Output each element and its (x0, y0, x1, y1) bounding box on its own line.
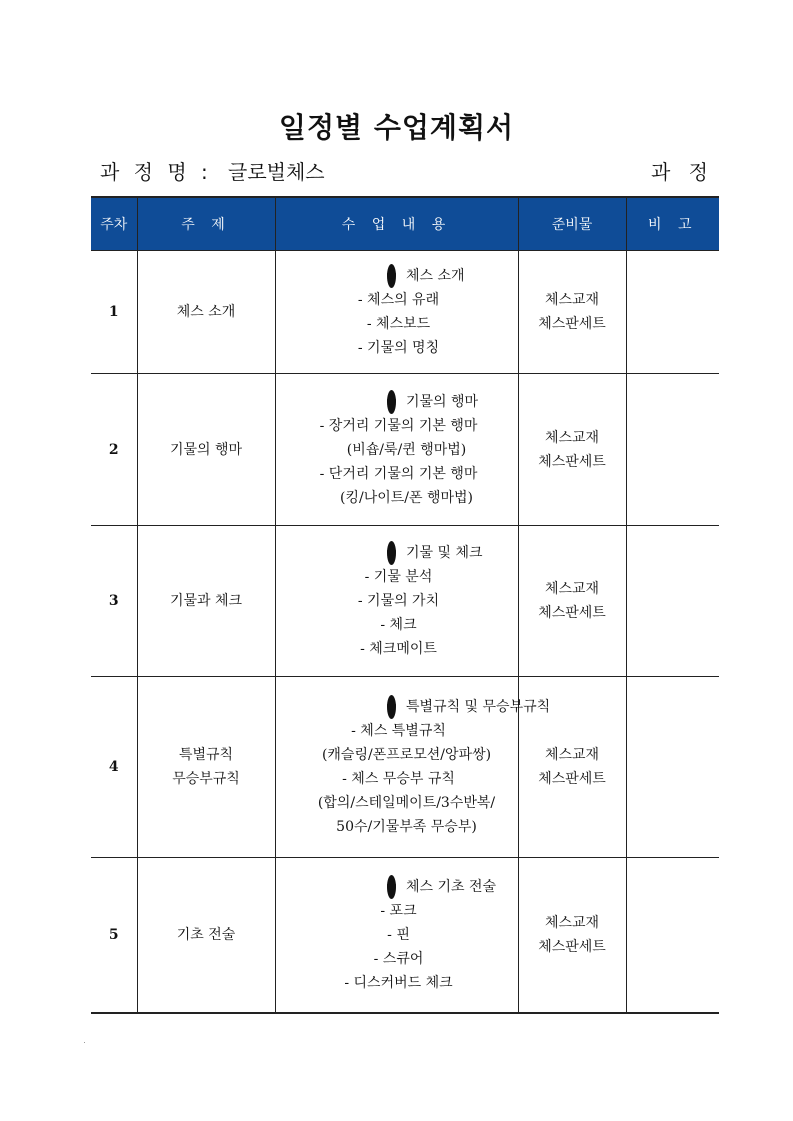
content-item (276, 637, 518, 661)
content-heading (387, 390, 479, 414)
week-number: 1 (91, 251, 137, 374)
content-text: 체스 기초 전술 (406, 878, 497, 895)
content-text: - 체스의 유래 (357, 292, 440, 308)
materials-cell (518, 374, 626, 526)
content-heading (387, 695, 551, 719)
content-cell (275, 251, 518, 374)
topic-cell (137, 677, 275, 858)
header-week: 주차 (91, 197, 137, 251)
materials-line: 체스교재 (544, 914, 600, 931)
content-cell (275, 526, 518, 677)
content-text: (킹/나이트/폰 행마법) (340, 489, 473, 506)
topic-line: 기초 전술 (176, 926, 236, 943)
materials-line: 체스판세트 (538, 453, 606, 470)
bullet-icon (387, 270, 396, 279)
content-text: 50수/기물부족 무승부) (336, 819, 477, 835)
content-item (276, 815, 518, 839)
content-item (276, 743, 518, 767)
content-item (276, 947, 518, 971)
content-heading (387, 541, 483, 565)
table-header-row (91, 197, 719, 251)
materials-line: 체스교재 (544, 292, 600, 308)
content-item (276, 923, 518, 947)
content-text: - 체스보드 (366, 316, 431, 332)
table-row (91, 374, 719, 526)
content-cell (275, 858, 518, 1013)
table-row (91, 677, 719, 858)
content-item (276, 589, 518, 613)
materials-cell (518, 526, 626, 677)
document-title: 일정별 수업계획서 (278, 111, 515, 144)
bullet-icon (387, 396, 396, 405)
content-text: - 장거리 기물의 기본 행마 (319, 417, 478, 434)
content-item (276, 462, 518, 486)
content-text: - 체스 무승부 규칙 (342, 771, 455, 787)
content-text: (캐슬링/폰프로모션/앙파쌍) (321, 747, 492, 763)
bullet-icon (387, 547, 396, 556)
materials-cell (518, 251, 626, 374)
content-text: 특별규칙 및 무승부규칙 (406, 699, 551, 715)
content-text: 기물의 행마 (406, 393, 479, 410)
materials-line: 체스교재 (544, 581, 600, 597)
bullet-icon (387, 881, 396, 890)
notes-cell (626, 374, 719, 526)
content-item (276, 288, 518, 312)
content-text: - 기물의 명칭 (357, 340, 440, 356)
page-speck (84, 1042, 85, 1043)
materials-line: 체스교재 (544, 747, 600, 763)
week-number: 5 (91, 858, 137, 1013)
materials-line: 체스판세트 (538, 938, 606, 955)
content-text: - 핀 (387, 926, 410, 943)
content-item (276, 565, 518, 589)
topic-cell (137, 251, 275, 374)
materials-line: 체스교재 (544, 429, 600, 446)
content-item (276, 719, 518, 743)
week-number: 3 (91, 526, 137, 677)
notes-cell (626, 526, 719, 677)
content-item (276, 414, 518, 438)
lesson-plan-table (91, 196, 719, 1014)
content-heading (387, 875, 497, 899)
topic-line: 무승부규칙 (172, 771, 240, 787)
content-item (276, 312, 518, 336)
content-item (276, 767, 518, 791)
content-text: - 기물 분석 (364, 569, 433, 585)
content-item (276, 899, 518, 923)
materials-cell (518, 858, 626, 1013)
header-materials: 준비물 (518, 197, 626, 251)
content-text: - 체크 (380, 617, 417, 633)
topic-line: 기물의 행마 (169, 441, 243, 458)
content-text: - 단거리 기물의 기본 행마 (319, 465, 478, 482)
content-item (276, 971, 518, 995)
header-content: 수 업 내 용 (275, 197, 518, 251)
topic-cell (137, 374, 275, 526)
materials-line: 체스판세트 (538, 771, 606, 787)
content-item (276, 791, 518, 815)
content-item (276, 486, 518, 510)
materials-line: 체스판세트 (538, 316, 606, 332)
content-text: - 기물의 가치 (357, 593, 440, 609)
content-text: - 체스 특별규칙 (351, 723, 446, 739)
header-topic: 주 제 (137, 197, 275, 251)
notes-cell (626, 858, 719, 1013)
content-cell (275, 677, 551, 858)
content-text: 체스 소개 (406, 268, 465, 284)
content-text: - 디스커버드 체크 (344, 974, 453, 991)
topic-cell (137, 858, 275, 1013)
materials-line: 체스판세트 (538, 605, 606, 621)
week-number: 2 (91, 374, 137, 526)
content-text: 기물 및 체크 (406, 545, 483, 561)
course-name-label: 과 정 명 : (100, 160, 212, 184)
bullet-icon (387, 701, 396, 710)
content-text: (합의/스테일메이트/3수반복/ (317, 795, 496, 811)
notes-cell (626, 251, 719, 374)
topic-line: 체스 소개 (176, 304, 236, 320)
table-row (91, 858, 719, 1013)
content-item (276, 336, 518, 360)
header-notes: 비 고 (626, 197, 719, 251)
content-text: - 스큐어 (373, 950, 424, 967)
content-cell (275, 374, 518, 526)
topic-line: 특별규칙 (178, 747, 234, 763)
content-item (276, 438, 518, 462)
topic-cell (137, 526, 275, 677)
course-name-value: 글로벌체스 (228, 160, 325, 184)
week-number: 4 (91, 677, 137, 858)
topic-line: 기물과 체크 (169, 593, 243, 609)
table-row (91, 526, 719, 677)
course-right-label: 과 정 (651, 160, 714, 184)
course-info (100, 156, 718, 186)
notes-cell (626, 677, 719, 858)
content-text: - 체크메이트 (360, 641, 437, 657)
content-heading (387, 264, 465, 288)
content-text: - 포크 (380, 902, 417, 919)
content-item (276, 613, 518, 637)
table-row (91, 251, 719, 374)
content-text: (비숍/룩/퀸 행마법) (346, 441, 467, 458)
